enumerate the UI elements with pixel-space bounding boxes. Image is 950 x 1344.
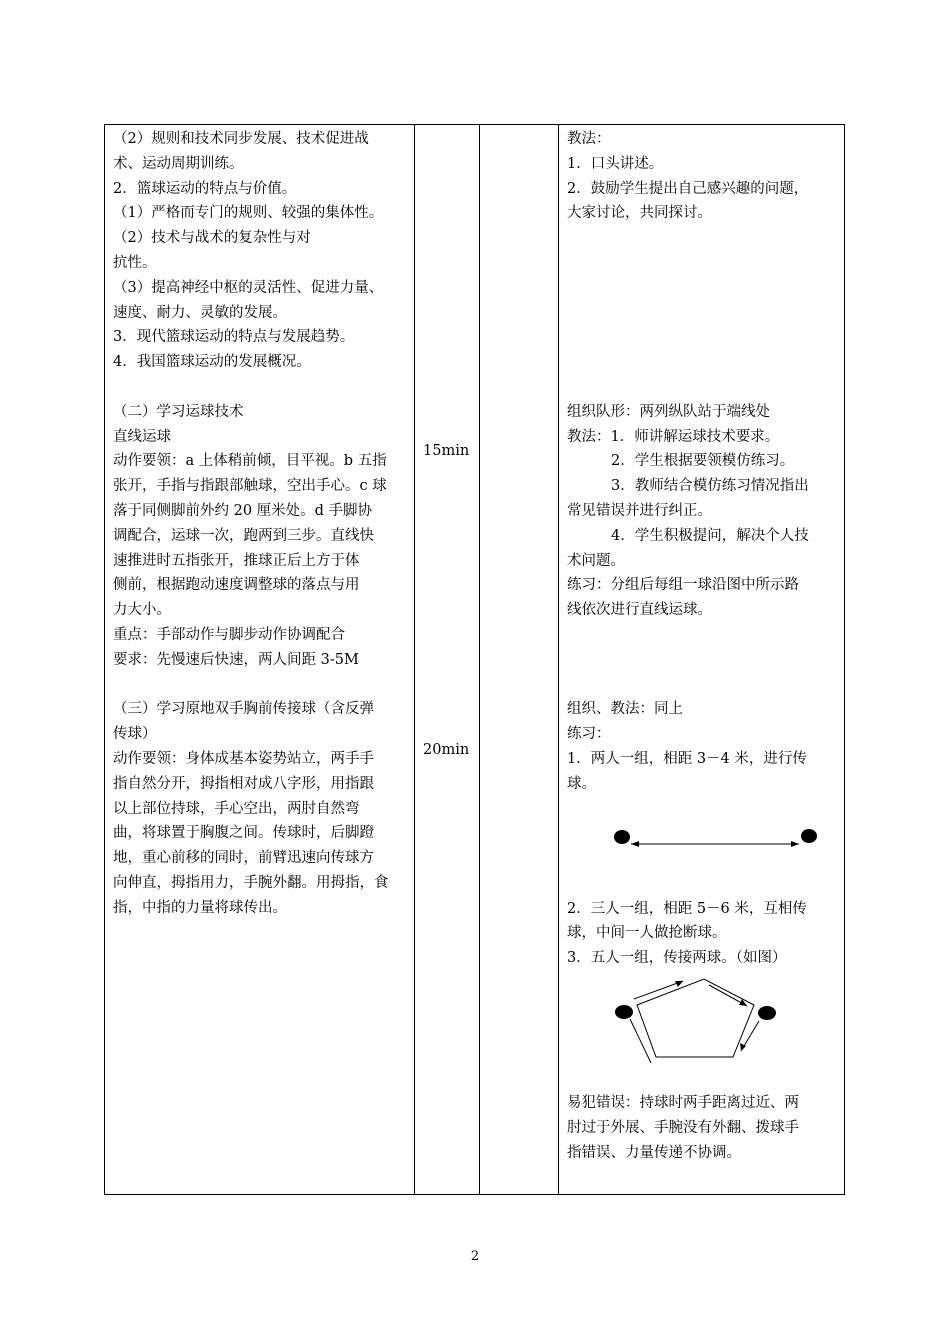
section-heading: （二）学习运球技术 (113, 403, 244, 420)
content-line: 术、运动周期训练。 (113, 155, 244, 172)
content-line: 2．篮球运动的特点与价值。 (113, 180, 297, 197)
column-divider (558, 125, 559, 1194)
method-line: 球。 (567, 775, 596, 792)
method-line: 3．五人一组，传接两球。（如图） (567, 950, 787, 967)
content-line: 曲，将球置于胸腹之间。传球时，后脚蹬 (113, 825, 374, 842)
method-line: 教法： (567, 131, 611, 147)
column-divider (479, 125, 480, 1194)
content-line: 指自然分开，拇指相对成八字形，用指跟 (113, 775, 374, 792)
content-line: 调配合，运球一次，跑两到三步。直线快 (113, 527, 374, 544)
method-line: 练习： (567, 726, 611, 743)
content-line: 4．我国篮球运动的发展概况。 (113, 354, 311, 371)
content-line: 速度、耐力、灵敏的发展。 (113, 304, 287, 321)
content-line: 张开，手指与指跟部触球，空出手心。c 球 (113, 478, 387, 495)
method-line: 1．两人一组，相距 3－4 米，进行传 (567, 750, 807, 767)
content-line: 地，重心前移的同时，前臂迅速向传球方 (113, 850, 374, 867)
page-number: 2 (470, 1249, 480, 1264)
content-line: 重点：手部动作与脚步动作协调配合 (113, 626, 345, 643)
time-label: 15min (423, 443, 470, 459)
content-line: 以上部位持球，手心空出，两肘自然弯 (113, 800, 360, 817)
method-line: 教法：1．师讲解运球技术要求。 (567, 428, 780, 445)
section-heading: （三）学习原地双手胸前传接球（含反弹 (113, 701, 374, 718)
column-divider (414, 125, 415, 1194)
content-line: 3．现代篮球运动的特点与发展趋势。 (113, 329, 355, 346)
content-line: （1）严格而专门的规则、较强的集体性。 (113, 205, 384, 222)
content-line: 抗性。 (113, 254, 157, 271)
content-line: 指，中指的力量将球传出。 (113, 899, 287, 916)
player-dot (758, 1006, 776, 1020)
method-line: 常见错误并进行纠正。 (567, 502, 712, 519)
player-dot (614, 830, 630, 844)
content-line: 向伸直，拇指用力，手腕外翻。用拇指，食 (113, 874, 389, 891)
content-line: 侧前，根据跑动速度调整球的落点与用 (113, 577, 360, 594)
method-line: 球，中间一人做抢断球。 (567, 925, 727, 942)
player-dot (801, 829, 817, 843)
method-line: 线依次进行直线运球。 (567, 602, 712, 619)
method-line: 4．学生积极提问，解决个人技 (611, 527, 809, 544)
method-line: 组织队形：两列纵队站于端线处 (567, 403, 770, 420)
method-line: 3．教师结合模仿练习情况指出 (611, 478, 809, 495)
lesson-plan-table (104, 124, 845, 1195)
method-line: 2．鼓励学生提出自己感兴趣的问题， (567, 180, 809, 197)
method-line: 2．三人一组，相距 5－6 米，互相传 (567, 900, 807, 917)
arrow-head (791, 841, 799, 847)
content-line: 动作要领：身体成基本姿势站立，两手手 (113, 750, 374, 767)
content-line: （3）提高神经中枢的灵活性、促进力量、 (113, 279, 384, 296)
content-line: 速推进时五指张开，推球正后上方于体 (113, 552, 360, 569)
pass-arrow (630, 1019, 651, 1063)
content-line: 落于同侧脚前外约 20 厘米处。d 手脚协 (113, 502, 373, 519)
method-line: 指错误、力量传递不协调。 (567, 1144, 741, 1161)
method-column (567, 127, 841, 1165)
method-line: 练习：分组后每组一球沿图中所示路 (567, 577, 799, 594)
method-line: 1．口头讲述。 (567, 155, 664, 172)
method-line: 肘过于外展、手腕没有外翻、拨球手 (567, 1119, 799, 1136)
content-line: （2）技术与战术的复杂性与对 (113, 230, 311, 247)
time-label: 20min (423, 742, 470, 758)
method-line: 术问题。 (567, 552, 625, 569)
arrow-head (631, 841, 639, 847)
content-line: 直线运球 (113, 428, 171, 445)
method-line: 易犯错误：持球时两手距离过近、两 (567, 1094, 799, 1111)
content-line: 传球） (113, 726, 157, 743)
content-line: 要求：先慢速后快速，两人间距 3-5M (113, 651, 359, 668)
content-column (113, 127, 409, 921)
pentagon-path (637, 979, 754, 1057)
player-dot (615, 1005, 633, 1019)
content-line: （2）规则和技术同步发展、技术促进战 (113, 131, 369, 147)
content-line: 动作要领：a 上体稍前倾，目平视。b 五指 (113, 453, 387, 470)
method-line: 2．学生根据要领模仿练习。 (611, 453, 795, 470)
two-person-pass-diagram (567, 797, 841, 897)
five-person-pass-diagram (567, 971, 841, 1091)
method-line: 大家讨论，共同探讨。 (567, 205, 712, 222)
content-line: 力大小。 (113, 602, 171, 619)
method-line: 组织、教法：同上 (567, 701, 683, 718)
